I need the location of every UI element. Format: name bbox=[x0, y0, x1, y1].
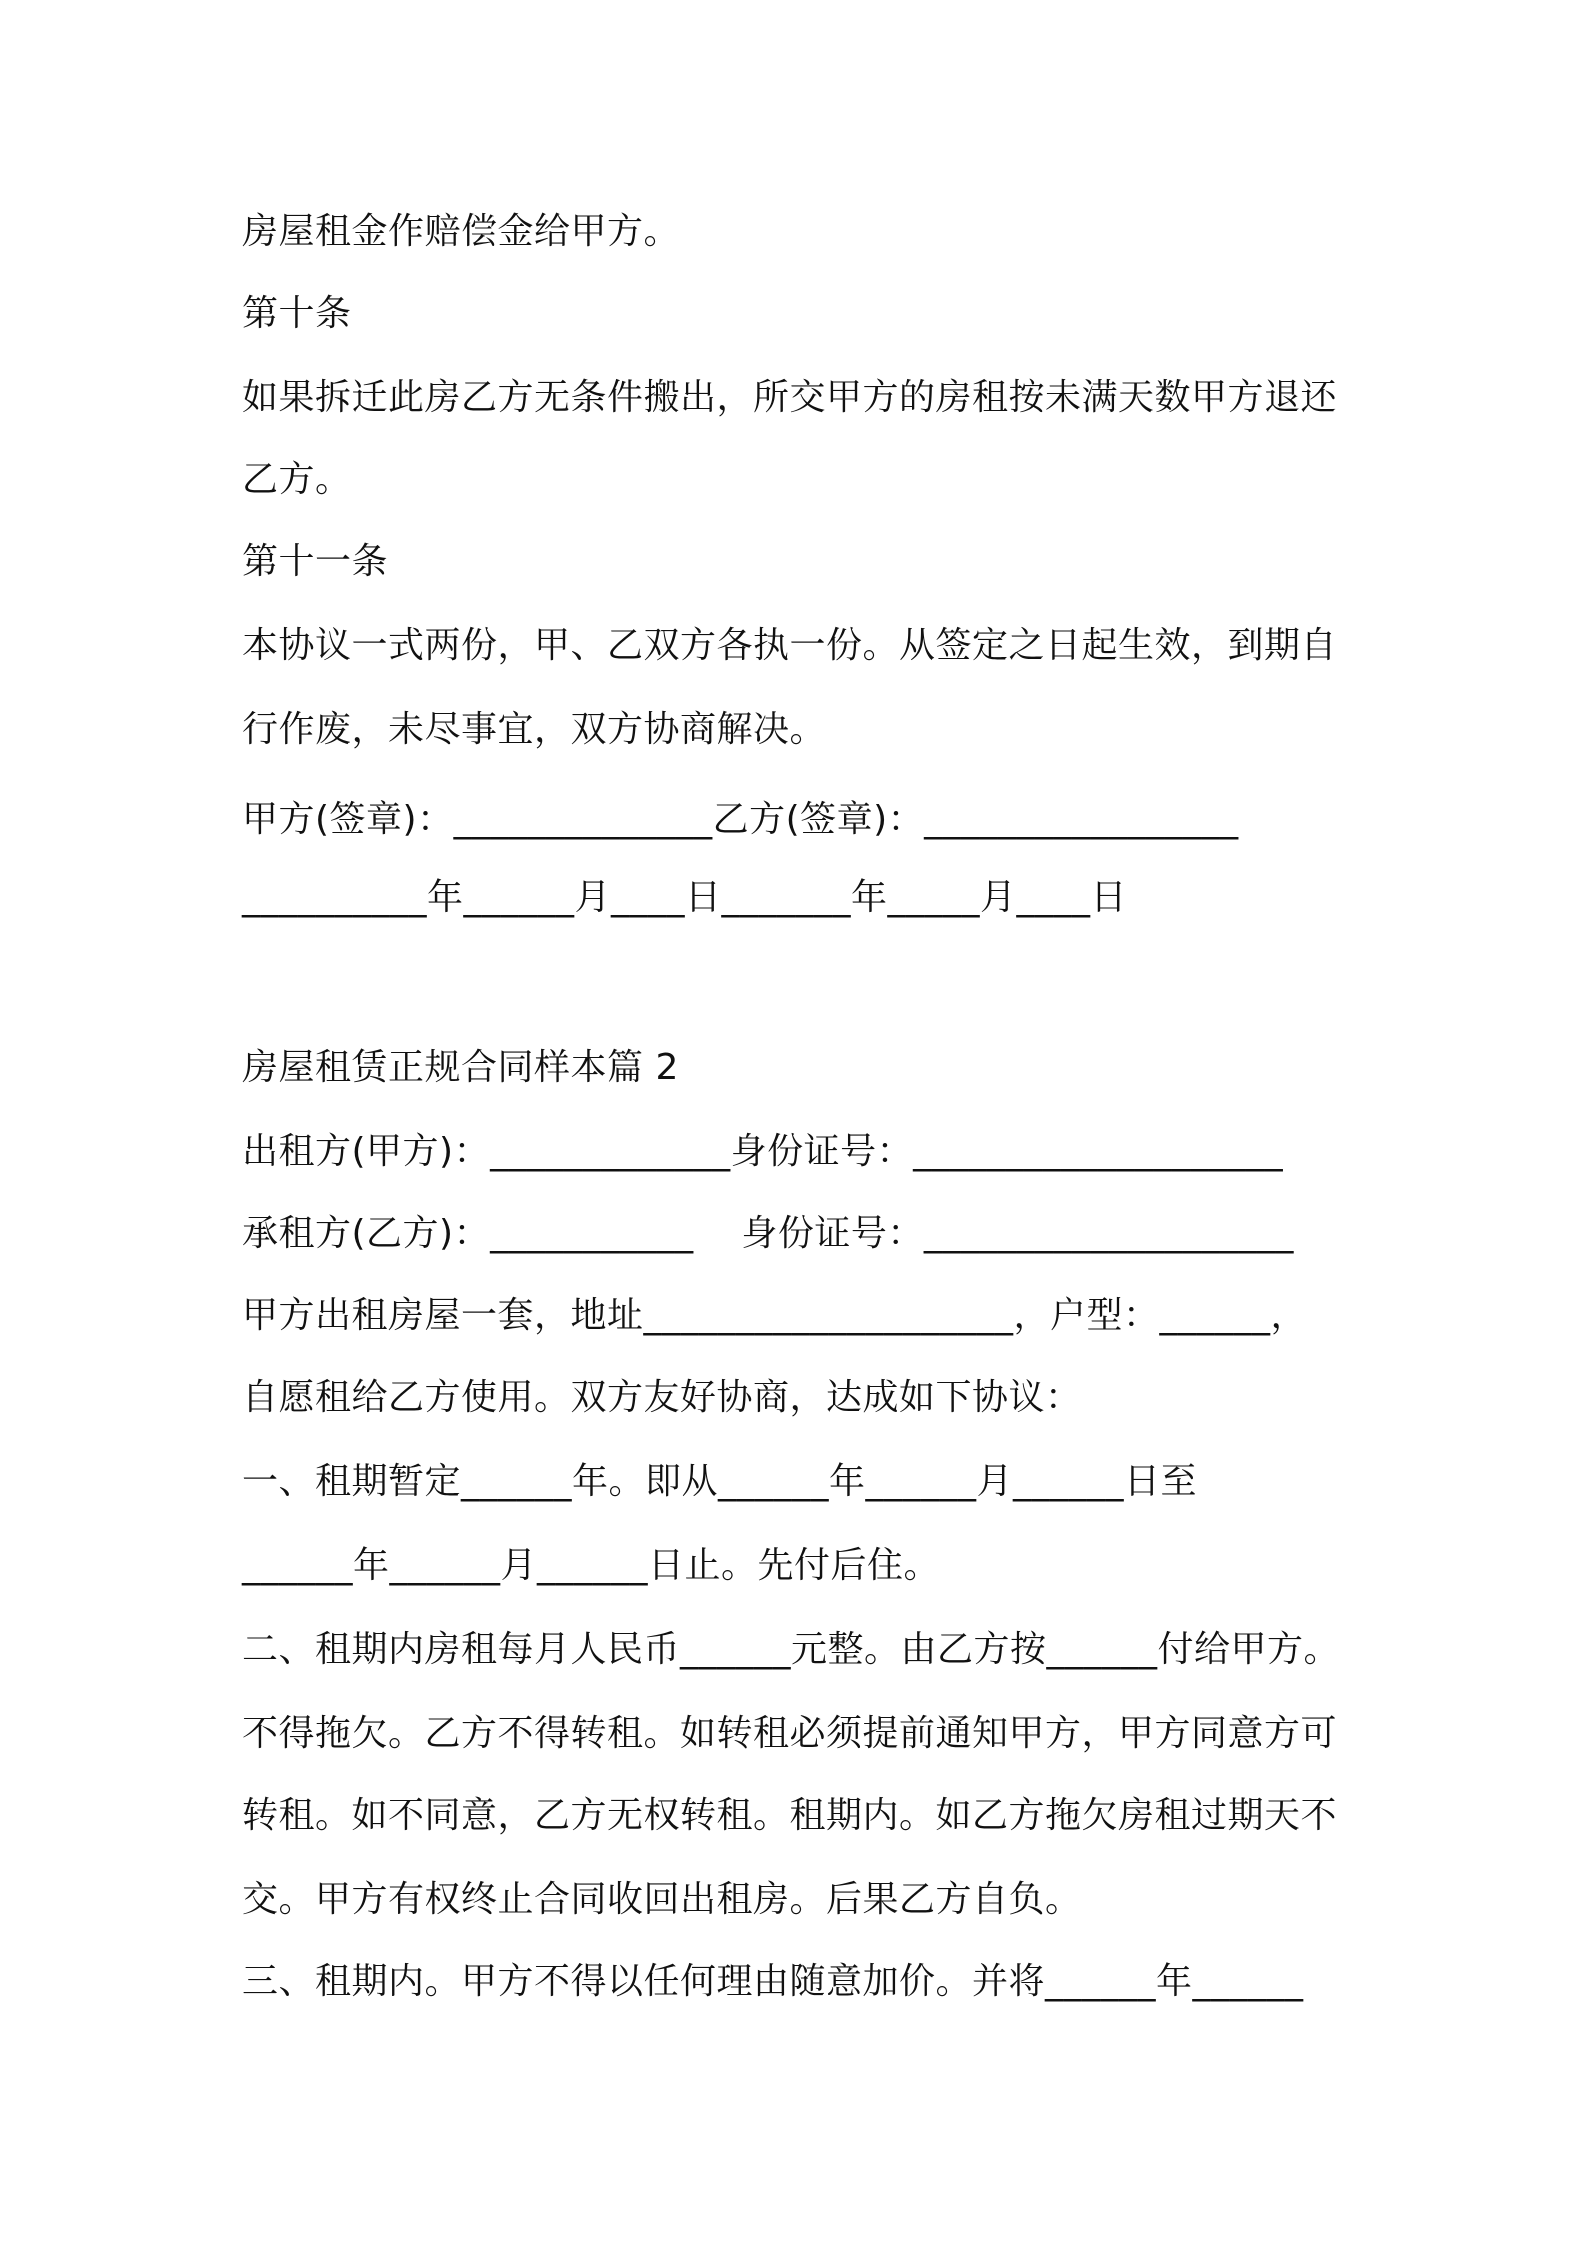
text-line-18: 不得拖欠。乙方不得转租。如转租必须提前通知甲方，甲方同意方可 bbox=[242, 1713, 1338, 1754]
text-line-1: 房屋租金作赔偿金给甲方。 bbox=[242, 211, 681, 252]
signature-line: 甲方(签章)：______________乙方(签章)：_________________ bbox=[242, 799, 1239, 840]
text-line-16: ______年______月______日止。先付后住。 bbox=[242, 1545, 941, 1586]
text-line-15: 一、租期暂定______年。即从______年______月______日至 bbox=[242, 1461, 1198, 1502]
text-line-19: 转租。如不同意，乙方无权转租。租期内。如乙方拖欠房租过期天不 bbox=[242, 1795, 1338, 1836]
lessor-line: 出租方(甲方)：_____________身份证号：____________________ bbox=[242, 1131, 1284, 1172]
text-line-5: 第十一条 bbox=[242, 541, 389, 582]
text-line-4: 乙方。 bbox=[242, 459, 352, 500]
section-title: 房屋租赁正规合同样本篇 2 bbox=[242, 1047, 679, 1088]
text-line-21: 三、租期内。甲方不得以任何理由随意加价。并将______年______ bbox=[242, 1961, 1304, 2002]
text-line-13: 甲方出租房屋一套，地址____________________，户型：______， bbox=[242, 1295, 1308, 1336]
text-line-20: 交。甲方有权终止合同收回出租房。后果乙方自负。 bbox=[242, 1879, 1082, 1920]
date-line: __________年______月____日_______年_____月____日 bbox=[242, 877, 1127, 918]
text-line-6: 本协议一式两份，甲、乙双方各执一份。从签定之日起生效，到期自 bbox=[242, 625, 1338, 666]
text-line-14: 自愿租给乙方使用。双方友好协商，达成如下协议： bbox=[242, 1377, 1082, 1418]
text-line-7: 行作废，未尽事宜，双方协商解决。 bbox=[242, 709, 827, 750]
text-line-17: 二、租期内房租每月人民币______元整。由乙方按______付给甲方。 bbox=[242, 1629, 1341, 1670]
text-line-3: 如果拆迁此房乙方无条件搬出，所交甲方的房租按未满天数甲方退还 bbox=[242, 377, 1338, 418]
text-line-2: 第十条 bbox=[242, 293, 352, 334]
lessee-line: 承租方(乙方)：___________ 身份证号：____________________ bbox=[242, 1213, 1294, 1254]
